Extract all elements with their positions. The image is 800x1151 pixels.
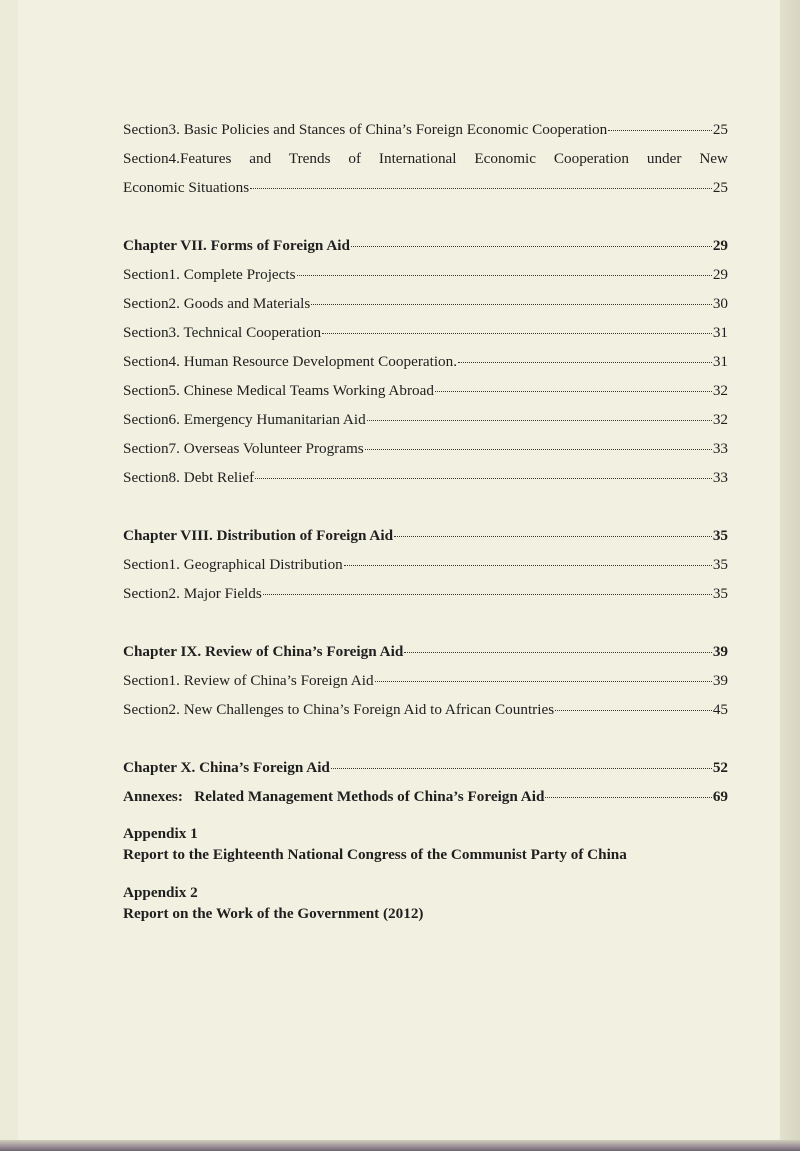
toc-section [123,318,728,347]
dot-leader [263,581,712,595]
section-title: Section1. Complete Projects [123,266,296,283]
appendix-2 [123,882,743,924]
chapter-title: Chapter VIII. Distribution of Foreign Aid [123,527,394,544]
toc-annexes [123,782,728,811]
dot-leader [458,349,712,363]
table-of-contents [123,115,728,811]
annexes-title: Annexes: Related Management Methods of China’s Foreign Aid [123,788,545,805]
toc-chapter [123,231,728,260]
toc-page-number: 35 [712,556,728,573]
dot-leader [250,175,712,189]
toc-section [123,463,728,492]
section-title: Section8. Debt Relief [123,469,255,486]
appendix-heading: Appendix 2 [123,884,198,901]
toc-page-number: 31 [712,353,728,370]
section-title: Section7. Overseas Volunteer Programs [123,440,364,457]
dot-leader [297,262,712,276]
toc-page-number: 32 [712,382,728,399]
toc-section [123,434,728,463]
toc-page-number: 32 [712,411,728,428]
toc-page-number: 31 [712,324,728,341]
toc-section [123,695,728,724]
dot-leader [365,436,712,450]
toc-entry [123,115,728,144]
dot-leader [322,320,712,334]
toc-page-number: 35 [712,585,728,602]
toc-page-number: 39 [712,643,728,660]
dot-leader [331,755,712,769]
toc-page-number: 25 [712,121,728,138]
section-title: Section2. Goods and Materials [123,295,311,312]
toc-section [123,579,728,608]
toc-section [123,260,728,289]
toc-page-number: 25 [712,179,728,196]
dot-leader [351,233,712,247]
toc-page-number: 39 [712,672,728,689]
dot-leader [375,668,712,682]
appendix-title: Report to the Eighteenth National Congress of the Communist Party of China [123,846,627,863]
toc-section [123,289,728,318]
toc-entry-line [123,144,728,173]
toc-page-number: 33 [712,440,728,457]
section-title: Section2. Major Fields [123,585,262,602]
toc-page-number: 52 [712,759,728,776]
toc-page-number: 35 [712,527,728,544]
dot-leader [555,697,712,711]
toc-page-number: 30 [712,295,728,312]
section-title: Section3. Technical Cooperation [123,324,322,341]
toc-section [123,347,728,376]
appendix-1 [123,823,743,865]
toc-chapter [123,521,728,550]
toc-page-number: 69 [712,788,728,805]
chapter-title: Chapter VII. Forms of Foreign Aid [123,237,350,254]
section-title: Section1. Review of China’s Foreign Aid [123,672,374,689]
toc-chapter [123,753,728,782]
toc-entry-label: Section3. Basic Policies and Stances of China’s Foreign Economic Cooperation [123,121,608,138]
section-title: Section4. Human Resource Development Cooperation. [123,353,458,370]
toc-entry-label: Economic Situations [123,179,250,196]
toc-section [123,376,728,405]
page-bottom-edge [0,1140,800,1151]
dot-leader [608,117,712,131]
section-title: Section1. Geographical Distribution [123,556,343,573]
toc-section [123,666,728,695]
dot-leader [545,784,711,798]
dot-leader [404,639,712,653]
toc-entry-label: Section4.Features and Trends of International Economic Cooperation under New [123,150,728,167]
dot-leader [255,465,712,479]
dot-leader [394,523,712,537]
section-title: Section2. New Challenges to China’s Foreign Aid to African Countries [123,701,555,718]
section-title: Section5. Chinese Medical Teams Working Abroad [123,382,434,399]
toc-page-number: 29 [712,237,728,254]
toc-section [123,405,728,434]
dot-leader [311,291,712,305]
toc-section [123,550,728,579]
toc-page-number: 33 [712,469,728,486]
section-title: Section6. Emergency Humanitarian Aid [123,411,366,428]
toc-entry [123,173,728,202]
appendix-title: Report on the Work of the Government (2012) [123,905,424,922]
dot-leader [367,407,712,421]
dot-leader [344,552,712,566]
page-edge [780,0,800,1151]
dot-leader [435,378,712,392]
toc-page-number: 45 [712,701,728,718]
toc-page-number: 29 [712,266,728,283]
appendix-heading: Appendix 1 [123,825,198,842]
chapter-title: Chapter X. China’s Foreign Aid [123,759,330,776]
toc-chapter [123,637,728,666]
chapter-title: Chapter IX. Review of China’s Foreign Aid [123,643,404,660]
